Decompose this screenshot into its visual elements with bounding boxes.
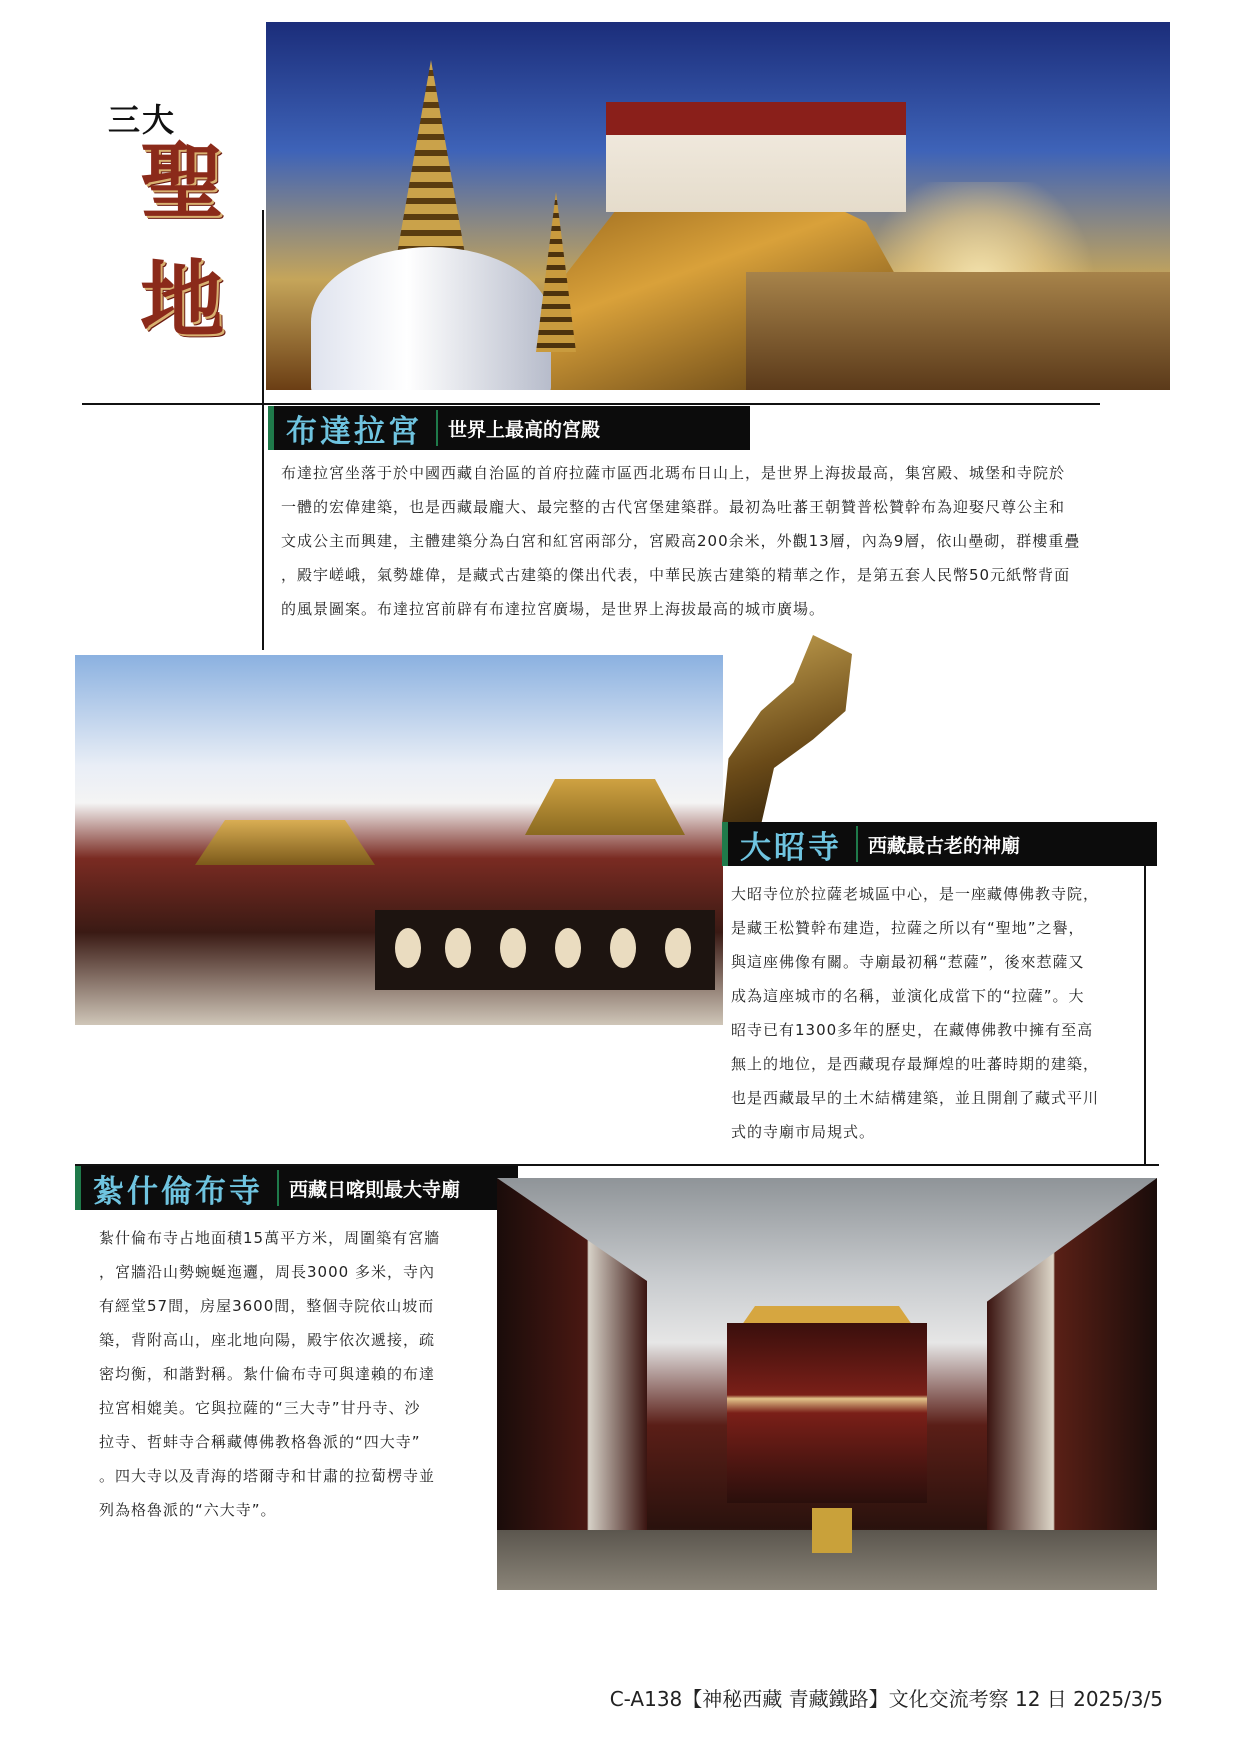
text-line: 式的寺廟市局規式。 [731,1123,876,1141]
text-line: 一體的宏偉建築，也是西藏最龐大、最完整的古代宮堡建築群。最初為吐蕃王朝贊普松贊幹布為迎娶尺尊公主和 [281,498,1066,516]
section-subtitle: 西藏日喀則最大寺廟 [289,1178,461,1201]
text-line: 是藏王松贊幹布建造，拉薩之所以有“聖地”之譽， [731,919,1085,937]
section-title: 布達拉宮 [286,413,422,450]
text-line: 成為這座城市的名稱，並演化成當下的“拉薩”。大 [731,987,1085,1005]
section-body-potala [281,456,1161,626]
section-header-potala [268,406,750,450]
text-line: 。四大寺以及青海的塔爾寺和甘肅的拉蔔楞寺並 [99,1467,436,1485]
text-line: 無上的地位，是西藏現存最輝煌的吐蕃時期的建築， [731,1055,1100,1073]
text-line: ，宮牆沿山勢蜿蜒迤邐，周長3000 多米，寺內 [99,1263,435,1281]
footer-text: C-A138【神秘西藏 青藏鐵路】文化交流考察 12 日 2025/3/5 [609,1687,1163,1711]
text-line: 密均衡，和諧對稱。紮什倫布寺可與達賴的布達 [99,1365,436,1383]
page-title-small: 三大 [108,101,177,139]
page-title-big-1: 聖 [140,133,225,231]
text-line: 有經堂57間，房屋3600間，整個寺院依山坡而 [99,1297,435,1315]
section-subtitle: 西藏最古老的神廟 [868,834,1021,857]
text-line: 拉寺、哲蚌寺合稱藏傳佛教格魯派的“四大寺” [99,1433,421,1451]
text-line: 列為格魯派的“六大寺”。 [99,1501,277,1519]
text-line: 拉宮相媲美。它與拉薩的“三大寺”甘丹寺、沙 [99,1399,421,1417]
divider-line-top [82,403,1100,405]
text-line: 大昭寺位於拉薩老城區中心，是一座藏傳佛教寺院， [731,885,1100,903]
text-line: 與這座佛像有關。寺廟最初稱“惹薩”，後來惹薩又 [731,953,1085,971]
text-line: 昭寺已有1300多年的歷史，在藏傳佛教中擁有至高 [731,1021,1094,1039]
text-line: 也是西藏最早的土木結構建築，並且開創了藏式平川 [731,1089,1100,1107]
text-line: 築，背附高山，座北地向陽，殿宇依次遞接，疏 [99,1331,436,1349]
page-title-big-2: 地 [140,251,225,349]
potala-palace-photo [266,22,1170,390]
jokhang-temple-photo [75,655,723,1025]
section-body-tashilhunpo [99,1221,489,1527]
text-line: 的風景圖案。布達拉宮前辟有布達拉宮廣場，是世界上海拔最高的城市廣場。 [281,600,826,618]
section-header-tashilhunpo [75,1166,518,1210]
section-title: 大昭寺 [740,829,842,866]
section-subtitle: 世界上最高的宮殿 [448,418,601,441]
text-line: ，殿宇嵯峨，氣勢雄偉，是藏式古建築的傑出代表，中華民族古建築的精華之作，是第五套人民幣50元紙幣背面 [281,566,1071,584]
text-line: 紮什倫布寺占地面積15萬平方米，周圍築有宮牆 [99,1229,441,1247]
tashilhunpo-monastery-photo [497,1178,1157,1590]
section-body-jokhang [731,877,1141,1149]
divider-line-left [262,210,264,650]
section-title: 紮什倫布寺 [93,1173,263,1210]
section-header-jokhang [722,822,1157,866]
text-line: 文成公主而興建，主體建築分為白宮和紅宮兩部分，宮殿高200余米，外觀13層，內為9層，依山壘砌，群樓重疊 [281,532,1081,550]
divider-line-right [1144,866,1146,1166]
dragon-ornament-image [722,635,852,825]
text-line: 布達拉宮坐落于於中國西藏自治區的首府拉薩市區西北瑪布日山上，是世界上海拔最高，集宮殿、城堡和寺院於 [281,464,1066,482]
